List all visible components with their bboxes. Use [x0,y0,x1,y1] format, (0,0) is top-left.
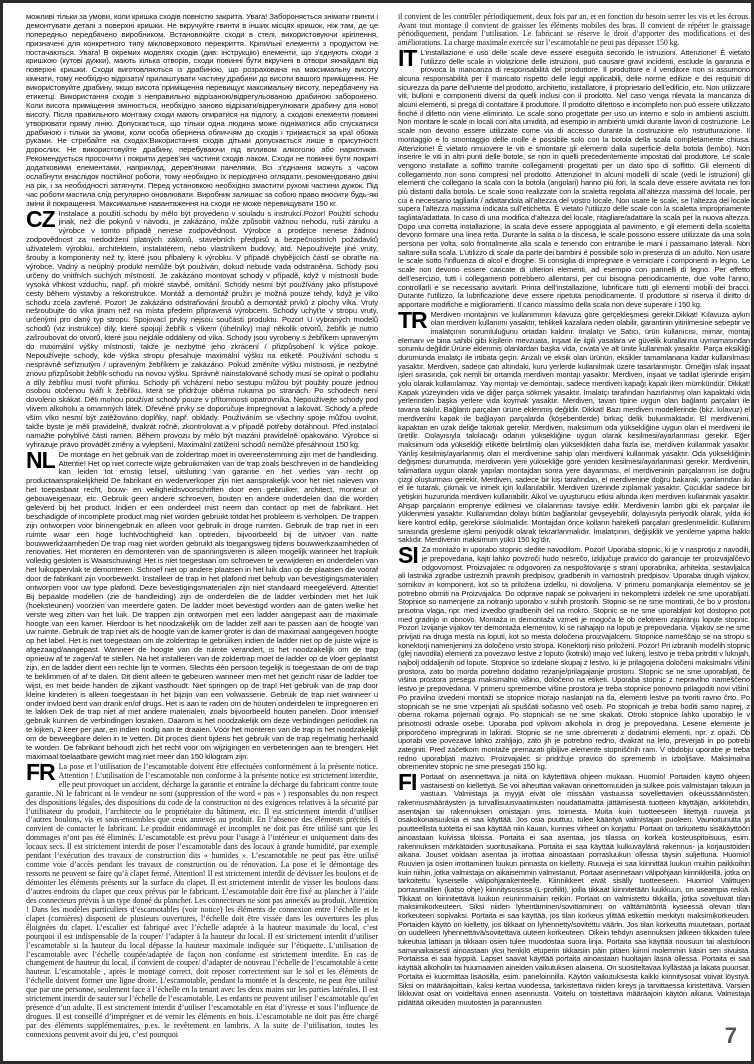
manual-page [3,3,751,1061]
section-fi [398,769,750,1008]
section-text-it: L’installazione e uso delle scale deve essere eseguita secondo le istruzioni. Attenzione! È vietato l’utilizzo delle scale in violazione delle istruzioni, può causare gravi incidenti, esclude la garanzia e provoca la mancanza di responsabilità del produttore. Il produttore e il venditore non si assumono alcuna responsabilità per il mancato rispetto delle leggi applicabili, delle norme edilizie e dei requisiti di sicurezza da parte dell’utente del prodotto, architetto, installatore, il proprietario dell’edificio, etc. Non utilizzare viti, bulloni e componenti diversi da quelli inclusi con il prodotto. Nel caso venga rilevata la mancanza di alcuni elementi, si prega di contattare il produttore. Il prodotto difettoso e incompleto non può essere utilizzato finché il difetto non viene eliminato. Le scale sono progettate per uso un interno e solo in ambienti asciutti. Non montare le scale in locali con alta umidità, ad esempio in ambienti umidi durante lavori di costruzione. Le scale non devono essere utilizzate come via di accesso durante la costruzione e/o ristrutturazione. Il montaggio e lo smontaggio delle molle è possibile solo con la botola della scala completamente chiusa. Attenzione! È vietato rimuovere le viti e smontare gli elementi dalla superficie della botola (lembo). Non inserire le viti in altri punti delle botole, se non in quelli precedentemente impostati dal produttore. Le scale vengono installate a soffitto tramite collegamenti progettati per un dato tipo di soffitto. Gli elementi di collegamento non sono compresi nel prodotto. Attenzione! In alcuni modelli di scale (vedi le istruzioni) gli elementi che collegano la scala con la botola (angolari) hanno più fori, la scala deve essere avvitata nei fori più distanti dalla botola. Le scale sono realizzate con la scaletta regolata all’altezza massima del locale, per cui è necessario tagliarla / adattandola all’altezza del vostro locale. Non usare le scale, se l’altezza del locale supera l’altezza massima indicata sull’etichetta. È vietato l’utilizzo delle scale con la scaletta impropriamente tagliata/adattata. In caso di una modifica d’altezza del locale, ritagliare/adattare la scala per la nuova altezza. Dopo una corretta installazione, la scala deve essere appoggiata al pavimento, e gli elementi della scaletta devono formare una linea retta. Durante la salita o la discesa, le scale possono essere utilizzate da una sola persona per volta, solo frontalmente alla scala e tenendo con entrambe le mani i passamano laterali. Non saltare sulla scala. L’utilizzo di scale da parte dei bambini è possibile solo in presenza di un adulto. Non usare le scale sotto l’influenza di alcol e droghe. Si consiglia di impregnare e verniciare i componenti in legno. Le scale non devono essere caricate di ulteriori elementi, ad esempio con pannelli di legno. Per effetto dell’esercizio, tutti i collegamenti potrebbero allentarsi, per cui bisogna periodicamente, due volte l’anno, controllarli e se necessario avvitarli. Prima dell’installazione, lubrificare tutti gli elementi mobili dei bracci. Durante l’utilizzo, la lubrificazione deve essere ripetuta periodicamente. Il produttore si riserva il diritto di apportare modifiche e miglioramenti. Il carico massimo della scala non deve superare i 150 kg. [398,47,750,309]
section-text-cz: Instalace a použití schodu by mělo být provedeno v souladu s instrukcí.Pozor! Použití schodu jinak, než dle pokynů v návodu, je zakázáno, může způsobit vážnou nehodu, ruší záruku a výrobce v tomto případě nenese zodpovědnost. Výrobce a prodejce nenese žádnou zodpovědnost za nedodržení platných zákonů, stavebních předpisů a bezpečnostních požadavků uživatelem výrobku, architektem, instalatérem, nebo vlastníkem budovy, atd. Nepoužívejte jiné vruty, šrouby a komponenty než ty, které jsou přibaleny k výrobku. V případě chybějících částí se obraťte na výrobce. Vadný a neúplný produkt nemůže být používán, dokud nebude vada odstraněna. Schody jsou určeny do vnitřních suchých místností. Je zakázáno montovat schody v případě, když v místnosti bude vysoká vlhkost vzduchu, např. při mokré stavbě, omítání. Schody nesmí být používány jako přístupové cesty během výstavby a rekonstrukce. Montáž a demontáž pružin je možná pouze tehdy, když je víko schodu zcela zavřené. Pozor! Je zakázáno odstraňování šroubů a demontáž prvků z plochy víka. Vruty nešroubujte do víka jinam než na místa předem připravená výrobcem. Schody uchyťte v stropu vruty, určenými pro daný typ stropu. Spojovací prvky nejsou součástí produktu. Pozor! U vybraných modelů schodů (viz instrukce) díly, které spojují žebřík s víkem (úhelníky) mají několik otvorů, žebřík je nutno zašroubovat do otvorů, které jsou nejdále oddáleny od víka. Schody jsou vyrobeny s žebříkem upraveným do maximální výšky místnosti, takže je nezbytné jeho zkrácení / přizpůsobení k výšce pokoje. Nepoužívejte schody, kde výška stropu přesahuje maximální výšku na etiketě. Používání schodu s nesprávně seříznutým / upraveným žebříkem je zakázáno. Pokud změníte výšku místnosti, je nezbytné znovu přizpůsobit žebřík schodu na novou výšku. Správně nainstalované schody musí se opírat o podlahu a díly žebříku musí tvořit přímku. Schody při vcházení nebo sestupu můžou být použity pouze jednou osobou otočenou tváří k žebříku, která se přidržuje oběma rukama po stranách. Po schodech není dovoleno skákat. Děti mohou používat schody pouze v přítomnosti opatrovníka. Nepoužívejte schody pod vlivem alkoholu a omamných látek. Dřevěné prvky se doporučuje impregnovat a lakovat. Schody a přede vším víko nesmí být zatěžováno doplňky, např. obklady. Používáním se všechny spoje můžou uvolnit, takže byste je měli pravidelně, dvakrát ročně, zkontrolovat a v případě potřeby dotáhnout. Před instalací namažte pohyblivé části ramen. Během provozu by mělo být mazání pravidelně opakováno. Výrobce si vyhrazuje právo provádět změny a vylepšení. Maximální zatížení schodů nemůže přesáhnout 150 kg. [26,208,378,449]
right-column [398,13,750,1009]
ukrainian-continuation-text: можливі тільки за умови, коли кришка сходів повністю закрита. Увага! Забороняється знімати гвинти і демонтувати деталі з поверхні кришки. Не вкручуйте гвинти в інших місцях кришок, ніж там, де це попередньо передбачено виробником. Встановлюйте сходи в стелі, використовуючи кріплення, призначені для конкретного типу мікловерхового перекриття. Кріпильні елементи з продуктом не постачаються. Увага! В окремих моделях сходів (див: інструкцію) елементи, що з'єднують сходи з кришкою (кутові дужки), мають кілька отворів, сходи повинні бути вкручені в отвори якнайдалі від поверхні кришки. Сходи виготовляються із драбиною, що розрахована на максимальну висоту кімнати, тому необхідно відрізати/ прилаштувати частину драбини до висоти вашого приміщення. Не використовуйте драбину, якщо висота приміщення перевищує максимальну висоту, передбачену на етикетці. Використання сходів з неправильно відрізаною/відрегульованою драбиною заборонено. Коли висота приміщення змінюється, необхідно заново відрізати/відрегулювати драбину для нової висоту. Після правильного монтажу сходи мають опиратися на підлогу, а сходові елементи повинні утворювати пряму лінію. Допускається, що тільки одна людина може підніматися або спускатися драбиною і тільки за умови, коли особа обернена обличчям до сходів і тримається за краї обома руками. Не стрибайте на сходах.Використання сходів дітьми допускається лише в присутності дорослих. Не використовуйте драбину, перебуваючи під впливом алкоголю або наркотиків. Рекомендується просочити і покрити дерев'яні частини сходів лаком. Сходи не повинні бути покриті додатковими елементами, наприклад, дерев'яними панелями. Всі з'єднання можуть з часом ослабнути внаслідок постійної роботи, тому необхідно їх періодично оглядати, рекомендовано двічі на рік, і за необхідності затягнути. Перед установкою необхідно змастити рухомі частини дужок. Під час роботи мастила слід регулярно оновлювати. Виробник залишає за собою право вносити будь-які зміни й покращення. Максимальне навантаження на сходи не може перевищувати 150 кг. [26,12,378,208]
section-it [398,44,750,310]
language-code-cz: CZ [26,205,55,232]
section-text-fr: La pose et l’utilisation de l’escamotable doivent être effectuées conformément à la présente notice. Attention ! L’utilisation de l’escamotable non conforme à la présente notice est strictement interdite, elle peut provoquer un accident, décharge la garantie et entraîne la décharge du fabricant contre toute garantie. Ni le fabricant ni le vendeur ne sont (suppression of the word « pas » ) responsables du non respect des dispositions légales, des dispositions du code de la construction ni des exigences relatives à la sécurité par l’utilisateur du produit, l’architecte ou le propriétaire du bâtiment, etc. Il est strictement interdit d’utiliser d’autres boulons, vis et sous-ensembles que ceux annexés au produit. En l’absence des éléments précités il convient de contacter le fabricant. Le produit endommagé et incomplet ne doit pas être utilisé tant que les dommages n’ont pas été éliminés. L’escamotable est prévu pour l’usage à l’intérieur et uniquement dans des locaux secs. Il est strictement interdit de poser l’escamotable dans des locaux à grande humidité, par exemple pendant l’exécution des travaux de construction dits « humides ». L’escamotable ne peut pas être utilisé comme voie d’accès pendant les travaux de construction ou de rénovation. La pose et le démontage des ressorts ne peuvent se faire qu’à clapet fermé. Attention! Il est strictement interdit de dévisser les boulons et de démonter les éléments présents sur la surface du clapet. Il est strictement interdit de visser les boulons dans d’autres endroits du clapet que ceux prévus par le fabricant. L’escamotable doit être fixé au plancher à l’aide des connecteurs prévus à un type donné du plancher. Les connecteurs ne sont pas annexés au produit. Attention ! Dans les modèles particuliers d’escamotables (voir notice) les éléments de connexion entre l’échelle et le clapet (cornières) disposent de plusieurs ouvertures, l’échelle doit être vissée dans les ouvertures les plus éloignées du clapet. L’escalier est fabriqué avec l’échelle adaptée à la hauteur maximale du local, c’est pourquoi il est indispensable de la couper/ l’adapter à la hauteur du local. Il est strictement interdit d’utiliser l’escamotable si la hauteur du local dépasse la hauteur maximale indiquée sur l’étiquette. L’utilisation de l’escamotable avec l’échelle coupée/adaptée de façon non conforme est strictement interdite. En cas de changement de hauteur du local, il convient de couper/ d’adapter de nouveau l’échelle de l’escamotable à cette hauteur. L’escamotable , après le montage correct, doit reposer correctement sur le sol et les éléments de l’échelle doivent former une ligne droite. L’escamotable, pendant la montée et la descente, ne peut être utilisé que par une personne, seulement face à l’échelle en la tenant avec les deux mains sur les parties latérales. Il est strictement interdit de sauter sur l’échelle de l’escamotable. Les enfants ne peuvent utiliser l’escamotable qu’en présence d’un adulte. Il est strictement interdit d’utiliser l’escamotable en état d’ivresse et sous l’influence de drogues. Il est conseillé d’imprégner et de vernir les éléments en bois. L’escamotable ne doit pas être chargé par des éléments supplémentaires, p.ex. le revêtement en lambris. A la suite de l’utilisation, toutes les connexions peuvent avoir du jeu, c’est pourquoi [26,761,378,1039]
language-code-fr: FR [26,758,55,785]
section-text-fi: Portaat on asennettava ja niitä on käytettävä ohjeen mukaan. Huomio! Portaiden käyttö ohjeen vastaisesti on kiellettyä. Se voi aiheuttaa vakavan onnettomuuden ja sulkee pois valmistajan takuun ja vastuun. Valmistaja ja myyjä eivät ole missään vastuussa sovellettavien oikeussäännösten, rakennusmääräysten ja turvallisuusvaatimusten noudattamatta jättämisestä tuotteen käyttäjän, arkkitehdin, asentajan tai rakennuksen omistajan yms. toimesta. Muita kuin tuotteeseen liitettyjä ruuveja ja osakokonaisuuksia ei saa käyttää. Jos osia puuttuu, tulee kääntyä valmistajan puoleen. Vaurioitunutta ja puutteellista tuotetta ei saa käyttää niin kauan, kunnes virheet on korjattu. Portaat on tarkoitettu sisäkäyttöön ainoastaan kuivissa tiloissa. Portaita ei saa asentaa, jos tilassa on korkea kosteuspitoisuus, esim. rakennuksen märkätöiden suoritusaikana. Portaita ei saa käyttää kulkuväylänä rakennus- ja korjaustöiden aikana. Jouset voidaan asentaa ja irrottaa ainoastaan porrasluukun ollessa täysin suljettuna. Huomio! Ruuvien ja osien irrottaminen luukun pinnasta on kielletty. Ruuveja ei saa kiinnittää luukun muihin paikkoihin kuin niihin, jotka valmistaja on aikaisemmin valmistanut. Portaat asennetaan välipohjaan kiinnikkeillä, jotka on tarkoitettu kyseiselle välipohjarakenteelle. Kiinnikkeet eivät sisälly tuotteeseen. Huomio! Valittujen porrasmallien (katso ohje) kiinnitysosissa (L-profiilit), joilla tikkaat kiinnitetään luukkuun, on useampia reikiä. Tikkaat on kiinnitettävä luukun reunimmaisiin reikiin. Portaat on valmistettu tikkailla, jotka soveltuvat tilan maksimikorkeuteen. Siksi niiden lyhentäminen/sovittaminen on välttämätöntä kyseessä olevan tilan korkeuteen sopivaksi. Portaita ei saa käyttää, jos tilan korkeus ylittää etikettiin merkityn maksimikorkeuden. Portaiden käyttö on kielletty, jos tikkaat on lyhennetty/sovitettu väärin. Jos tilan korkeutta muutetaan, portaat on uudelleen lyhennettävä/sovitettava uuteen korkeuteen. Oikein tehdyn asennuksen jälkeen tikkaiden tulee tukeutua lattiaan ja tikkaan osien tulee muodostaa suora linja. Portaita saa käyttää nousuun tai alastuloon samanaikaisesti ainoastaan yksi henkilö etuperin tikkaisiin päin pitäen kiinni molemmin käsin sen sivuista. Portaissa ei saa hyppiä. Lapset saavat käyttää portaita ainoastaan huoltajan läsnä ollessa. Portaita ei saa käyttää alkoholin tai huumaavien aineiden vaikutuksen alaisena. On suositeltavaa kyllästää ja lakata puuosat. Portaita ei kuormittaa lisäosilla, esim. paneloinnilla. Käytön vaikutuksesta kaikki kiinnitysosat voivat löystyä. Siksi on määräajoittain, kaksi kertaa vuodessa, tarkistettava niiden kireys ja tarvittaessa kiristettävä. Varsien liikkuvat osat on voideltava ennen asennusta. Voitelu on toistettava määräajoin käytön aikana. Valmistaja pidättää oikeuden muutosten ja parannusten [398,772,750,1007]
page-number: 7 [724,1023,737,1048]
language-code-si: SI [398,542,418,569]
section-text-tr: Merdiven montajının ve kullanımının kılavuza göre gerçekleşmesi gerekir.Dikkat! Kılavuza aykırı olan merdiven kullanımı yasaktır, tehlikeli kazalara neden olabilir, garantinin yitirilmesine sebeptir ve imalatçının sorumluluğunu ortadan kaldırır. İmalatçı ve Satıcı, ürün kullanıcısı, mimar, montaj elemanı ve bina sahibi gibi kişilerin mevzuata, inşaat ile ilgili yasalara ve güvelik kurallarına uymamasından sorumlu değildir.Ürüne eklenmiş olanlardan başka vida, cıvata ve alt ünite kullanmak yasaktır. Parça eksikliği durumunda imalatçı ile irtibata geçin. Arızalı ve eksik olan ürünün, eksikler tamamlanana kadar kullanılması yasaktır. Merdiven, sadece çatı altındaki, kuru yerlerde kullanılmak üzere tasarlanmıştır. Örneğin ıslak inşaat işleri sırasında, çok nemli bir ortamda merdiven montajı yasaktır. Merdiven, inşaat ve tadilat işlerinde erişim yolu olarak kullanılamaz. Yay montajı ve demontajı, sadece merdiven kapağı kapalı iken mümkündür. Dikkat! Kapak yüzeyinden vida ve diğer parça sökmek yasaktır. İmalatçı tarafından hazırlanmış olan kapaktaki vida yerlerinden başka yerlere vida koymak yasaktır. Merdiven, tavan tipine uygun olan bağlantı parçaları ile tavana takılır. Bağlantı parçaları ürüne eklenmiş değildir. Dikkat! Bazı merdiven modellerinde (bkz. kılavuz) el merdivenini kapak ile bağlayan parçalarda (köşebentlerde) birkaç delik bulunmaktadır. El merdivenini, kapaktan en uzak deliğe takmak gerekir. Merdiven, maksimum oda yüksekliğine uygun olan el merdiveni ile üretilir. Dolayısıyla takılacağı odanın yüksekliğine uygun olarak kesilmesi/ayarlanması gerekir. Eğer maksimum oda yüksekliği etikette belirtilmiş olan yükseklikten daha fazla ise, merdiven kullanmak yasaktır. Yanlış kesilmiş/ayarlanmış olan el merdivenine sahip olan merdiveni kullanmak yasaktır. Oda yüksekliğinin değişmesi durumunda, merdivenin yeni yüksekliğe göre yeniden kesilmesi/ayarlanması gerekir. Merdivenin, talimatlara uygun olarak yapılan montajdan sonra yere dayanması, el merdiveninin parçalarının ise doğru çizgi oluşturması gerekir. Merdiven, sadece bir kişi tarafından, el merdivenine doğru bakarak, yanlarından iki el ile tutarak, çıkmak ve inmek için kullanılabilir. Merdiven üzerinde zıplamak yasaktır. Çocuklar sadece bir yetişkin huzurunda merdiven kullanabilir. Alkol ve uyuşturucu etkisi altında iken merdiven kullanmak yasaktır. Ahşap parçaların emprenye edilmesi ve cilalanması tavsiye edilir. Merdivenin lambri gibi ek parçalar ile yüklenmesi yasaktır. Kullanımdan dolayı bütün bağlantılar gevşeyebilir, dolayısıyla periyodik olarak, yılda iki kere kontrol edilip, gerekirse sıkılmalıdır. Montajdan önce kolların hareketli parçaları greslenmelidir. Kullanım sırasında gresleme işlemi periyodik olarak tekrarlanmalıdır. İmalatçının, değişiklik ve yenileme yapma hakkı saklıdır. Merdivenin maksimum yükü 150 kg’dır. [398,309,750,545]
section-tr [398,306,750,546]
section-cz [26,205,378,450]
french-continuation-text: il convient de les contrôler périodiquement, deux fois par an, et en fonction du besoin serrer les vis et les écrous. Avant tout montage il convient de graisser les éléments mobiles des bras. Il convient de répéter le graissage périodiquement, pendant l’utilisation. Le fabricant se réserve le droit d’apporter des modifications et des améliorations. La charge maximale exercée sur l’escamotable ne peut pas dépasser 150 kg. [398,12,750,48]
section-si [398,542,750,772]
left-column [26,13,378,1041]
section-nl [26,446,378,762]
language-code-tr: TR [398,306,427,333]
section-text-nl: De montage en het gebruik van de zoldertrap moet in overeenstemming zijn met de handleiding. Attentie! Het op niet correcte wijze gebruikmaken van de trap zoals beschreven in de handleiding kan leiden tot ernstig letsel, uitsluiting van garantie en het verlies van recht op productaansprakelijkheid De fabrikant en wederverkoper zijn niet aansprakelijk voor het niet naleven van het toepasbaar recht, bouw- en veiligheidsvoorschriften door een gebruiker, architect, monteur of gebouweigenaar, etc. Gebruik geen andere schroeven, bouten en andere onderdelen dan die worden geleverd bij het product. Indien er een onderdeel mist neem dan contact op met de fabrikant. Het beschadigde of incomplete product mag niet worden gebruikt totdat het probleem is verholpen. De trappen zijn ontworpen voor binnengebruik en alleen voor gebruik in droge ruimten. Gebruik de trap niet in een ruimte waar een hoge luchtvochtigheid kan optreden, bijvoorbeeld bij de uitvoer van natte bouwwerkzaamheden De trap mag niet worden gebruikt als toegangsweg tijdens bouwwerkzaamheden of renovaties. Het monteren en demonteren van de spanningsveren is alleen mogelijk wanneer het trapluik volledig gesloten is Waarschuwing! Het is niet toegestaan om schroeven te verwijderen en onderdelen van het luikoppervlak te demonteren. Schroef niet op andere plaatsen in het luik dan op de plaatsen die vooraf door de fabrikant zijn voorbewerkt. Installeer de trap in het plafond met behulp van bevestigingsmaterialen ontworpen voor uw type plafond. Deze bevestigingsmaterialen zijn niet standaard meegeleverd. Attentie! Bij bepaalde modellen (zie de handleiding) zijn de onderdelen die de ladder verbinden met het luik (hoeksteunen) voorzien van meerdere gaten. De ladder moet bevestigd worden aan de gaten welke het verste weg zitten van het luik. De trappen zijn ontworpen met een ladder aangepast aan de maximale hoogte van een kamer. Hierdoor is het noodzakelijk om de ladder zelf aan te passen aan de hoogte van uw ruimte. Gebruik de trap niet als de hoogte van de kamer groter is dan de maximaal aangegeven hoogte op het label. Het is niet toegestaan om de zoldertrap te gebruiken indien de ladder niet op de juiste wijze is afgezaagd/aangepast. Wanneer de hoogte van de ruimte verandert, is het noodzakelijk om de trap opnieuw af te zagen/af te stellen. Na het installeren van de zoldertrap moet de ladder op de vloer geplaatst zijn, en de ladder dient een rechte lijn te vormen. Slechts één persoon tegelijk is toegestaan de om de trap te beklimmen of af te dalen. Dit dient alleen te gebeuren wanneer men met het gezicht naar de ladder toe wijst, en met beide handen de zijkant vasthoudt. Niet springen op de trap! Het gebruik van de trap door kleine kinderen is alleen toegestaan in het bijzijn van een volwassene. Gebruik de trap niet wanneer u onder invloed bent van drank en/of drugs. Het is aan te raden om de houten onderdelen te impregneren en te lakken Dek de trap niet af met andere materialen, zoals bijvoorbeeld houten panelen. Door intensief gebruik kunnen de verbindingen losraken. Daarom is het noodzakelijk om deze verbindingen periodiek na te kijken, 2 keer per jaar, en indien nodig aan te draaien. Vóór het monteren van de trap is het noodzakelijk om de beweegbare delen in te vetten. Dit proces dient tijdens het gebruik van de trap regelmatig herhaald te worden. De fabrikant behoudt zich het recht voor om wijzigingen en verbeteringen aan te brengen. Het maximaal toelaatbare gewicht mag niet meer dan 150 kilogram zijn. [26,449,378,761]
language-code-nl: NL [26,446,55,473]
section-text-si: Za montažo in uporabo stopnic sledite navodilom. Pozor! Uporaba stopnic, ki je v nasprotju z navodili, je prepovedana, kajti lahko povzroči hudo nesrečo, izključuje pravico do garancije ter proizvajalčevo odgovornost. Proizvajalec ni odgovoren za nespoštovanje s strani uporabnika, arhitekta, sestavljalca ali lastnika zgradbe ustreznih pravnih predpisov, gradbenih in varnostnih predpisov. Uporaba drugih vijakov, sornikov in komponent, kot so ta priložena izdelku, ni dovoljena. V primeru pomanjkanja elementov se je potrebno obrniti na Proizvajalca. Do odprave napak se pokvarjeni in nekompletni izdelek ne sme uporabljati. Stopnice so namenjene za notranjo uporabo v suhih prostorih. Stopnic se ne sme montirati, če bo v prostoru prisotna vlaga, npr. med izvedbo gradbenih del na mokro. Stopnic se ne sme uporabljati kot dostopno pot med gradnjo in obnovo. Montaža in demontaža vzmeti je mogoča le ob celotnem zapiranju lopute stopnic. Pozor! Izvijanje vijakov ter demontaža elementov, ki se nahajajo na loputi je prepovedana. Vijakov se ne sme privijati na druga mesta na loputi, kot so mesta določena proizvajalcem. Stopnice nameščajo se na stropu s konektorji namenjenimi za določeno vrsto stropa. Konektorji niso priloženi. Pozor! Pri izbranih modelih stopnic (glej navodila) elementi za povezavo lestve z loputo (kotniki) imajo več lukenj, lestvo je treba pritrditi v luknjah, najbolj oddaljenih od lopute. Stopnice so izdelane skupaj z lestvo, ki je prilagojena določeni maksimalni višini prostora, zato bo morda potrebno dodatno rezanje/prilagajanje prostoru. Stopnic se ne sme uporabljati, če višina prostora presega maksimalno višino, določeno na etiketi. Uporaba stopnic z nepravilno nameščeno lestvo je prepovedana. V primeru spremembe višine prostora je treba stopnice ponovno prilagoditi novi višini. Po pravilno izvedeni montaži se stopnice morajo naslanjati na tla, elementi lestve pa tvoriti ravno črto. Po stopnicah se ne sme vzpenjati ali spuščati sočasno več oseb. Po stopnicah je treba hoditi samo naprej, z obema rokama prijemati ograjo. Po stopnicah se ne sme skakati. Otroki stopnice lahko uporabijo le v prisotnosti odrasle osebe. Uporaba pod vplivom alkohola in drog je prepovedana. Lesene elemente je priporočeno impregnirati in lakirati. Stopnic se ne sme obremeniti z dodatnimi elementi, npr. z opaži. Ob uporabi vse povezave lahko zrahljajo, zato jih je potrebno redno, dvakrat na leto, preverjati in po potrebi zategniti. Pred začetkom montaže premazati gibljive elemente stopniščnih ram. V obdobju uporabe je treba redno uporabljati mazivo. Proizvajalec si pridržuje pravico do sprememb in izboljšave. Maksimalna obremenitev stopnic ne sme presegati 150 kg. [398,545,750,772]
language-code-fi: FI [398,769,417,795]
language-code-it: IT [398,44,417,71]
section-fr [26,758,378,1040]
